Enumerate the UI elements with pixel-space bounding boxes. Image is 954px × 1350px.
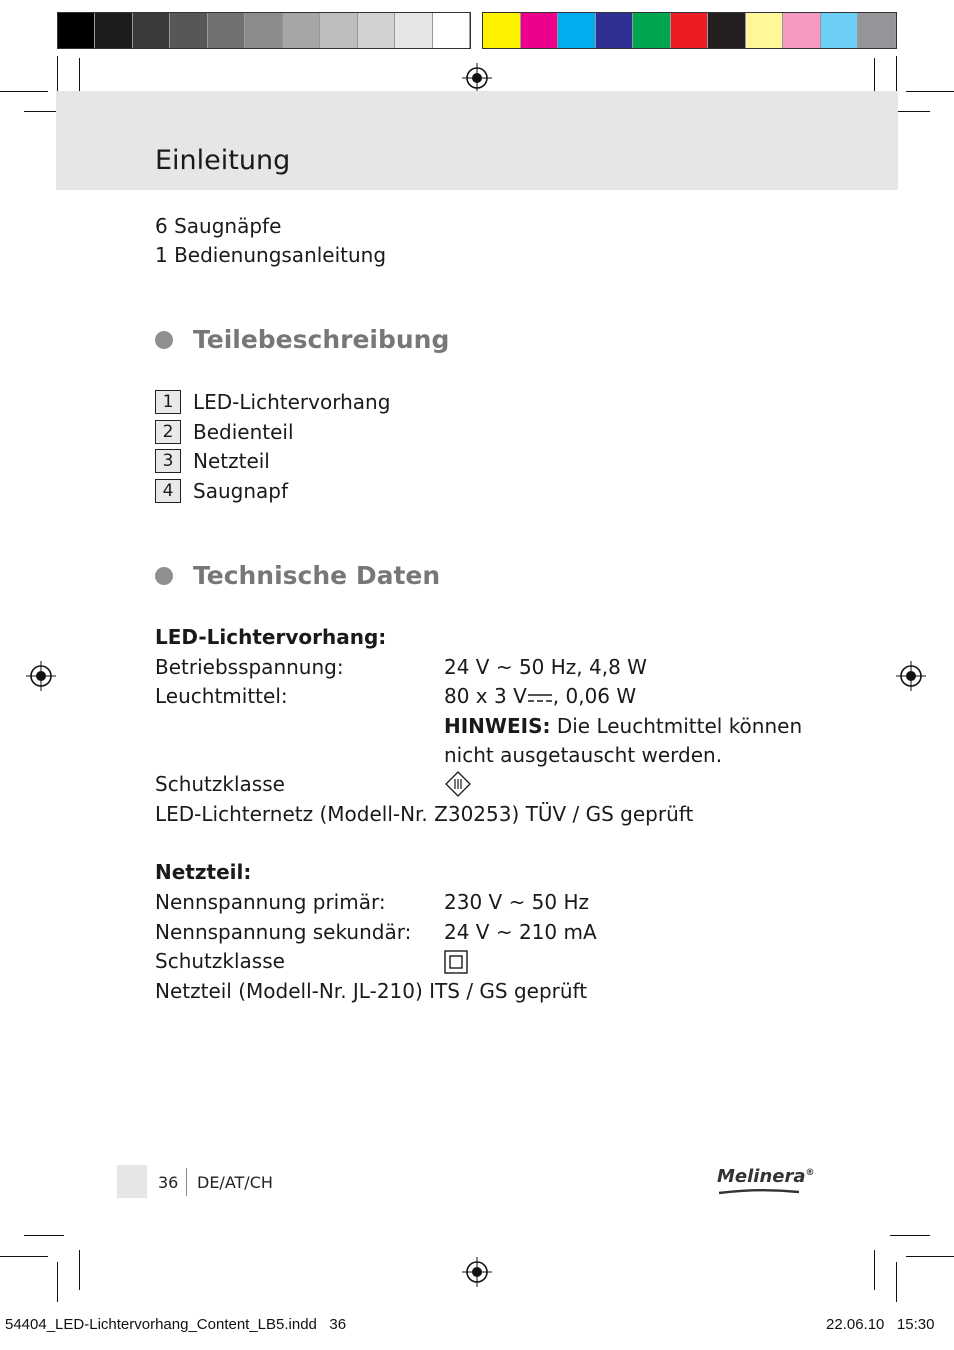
color-swatch [521, 13, 559, 48]
spec-value-part: 80 x 3 V [444, 684, 527, 708]
crop-mark [906, 91, 954, 92]
note-text: Die Leuchtmittel können [556, 714, 803, 738]
footer-marker [117, 1165, 147, 1198]
registration-mark-icon [462, 63, 492, 93]
crop-mark [896, 56, 897, 96]
scope-item: 6 Saugnäpfe [155, 214, 282, 238]
footer-divider [186, 1168, 187, 1196]
crop-mark [890, 1235, 930, 1236]
color-swatch [558, 13, 596, 48]
color-swatch [283, 13, 320, 48]
section-heading-text: Technische Daten [193, 561, 441, 590]
crop-mark [79, 1250, 80, 1290]
spec-value-part: , 0,06 W [552, 684, 637, 708]
bullet-icon [155, 567, 173, 585]
color-swatch [596, 13, 634, 48]
color-swatch [783, 13, 821, 48]
part-number-box: 4 [155, 479, 181, 503]
color-swatch [858, 13, 896, 48]
note-label: HINWEIS: [444, 714, 551, 738]
registered-mark: ® [805, 1168, 815, 1178]
spec-label: Nennspannung sekundär: [155, 920, 412, 944]
spec-label: Leuchtmittel: [155, 684, 288, 708]
crop-mark [24, 1235, 64, 1236]
color-swatch [133, 13, 170, 48]
color-swatch [170, 13, 207, 48]
crop-mark [0, 91, 48, 92]
part-label: Netzteil [193, 449, 270, 473]
color-swatch [821, 13, 859, 48]
section-heading-text: Teilebeschreibung [193, 325, 450, 354]
bullet-icon [155, 331, 173, 349]
process-color-bar [482, 12, 897, 49]
registration-mark-icon [26, 661, 56, 691]
color-swatch [746, 13, 784, 48]
dc-symbol-icon [527, 691, 553, 705]
crop-mark [57, 1262, 58, 1302]
spec-note [444, 714, 802, 738]
crop-mark [57, 56, 58, 96]
crop-mark [0, 1256, 48, 1257]
spec-label: Schutzklasse [155, 949, 285, 973]
part-label: Saugnapf [193, 479, 288, 503]
crop-mark [874, 1250, 875, 1290]
color-swatch [433, 13, 470, 48]
registration-mark-icon [462, 1257, 492, 1287]
spec-value: 24 V ~ 50 Hz, 4,8 W [444, 655, 647, 679]
page-title: Einleitung [155, 145, 291, 176]
datetime-slug: 22.06.10 15:30 [826, 1316, 935, 1333]
spec-group-heading: LED-Lichtervorhang: [155, 625, 387, 649]
color-swatch [58, 13, 95, 48]
color-swatch [245, 13, 282, 48]
part-number-box: 3 [155, 449, 181, 473]
spec-group-heading: Netzteil: [155, 860, 252, 884]
brand-logo [717, 1166, 815, 1187]
certification-text: LED-Lichternetz (Modell-Nr. Z30253) TÜV / GS geprüft [155, 802, 694, 826]
spec-value: 24 V ~ 210 mA [444, 920, 597, 944]
file-slug: 54404_LED-Lichtervorhang_Content_LB5.indd 36 [5, 1316, 347, 1333]
brand-name: Melinera [717, 1166, 806, 1187]
section-heading-parts [155, 325, 449, 354]
page-number: 36 [158, 1173, 179, 1192]
logo-swoosh-icon [717, 1188, 801, 1196]
part-number-box: 2 [155, 420, 181, 444]
grayscale-color-bar [57, 12, 471, 49]
color-swatch [358, 13, 395, 48]
crop-mark [906, 1256, 954, 1257]
spec-label: Betriebsspannung: [155, 655, 344, 679]
spec-value-lamps [444, 684, 636, 708]
note-text: nicht ausgetauscht werden. [444, 743, 723, 767]
color-swatch [395, 13, 432, 48]
registration-mark-icon [896, 661, 926, 691]
color-swatch [95, 13, 132, 48]
spec-label: Schutzklasse [155, 772, 285, 796]
certification-text: Netzteil (Modell-Nr. JL-210) ITS / GS geprüft [155, 979, 588, 1003]
scope-item: 1 Bedienungsanleitung [155, 243, 387, 267]
part-label: LED-Lichtervorhang [193, 390, 391, 414]
color-swatch [671, 13, 709, 48]
part-number-box: 1 [155, 390, 181, 414]
color-swatch [320, 13, 357, 48]
color-swatch [708, 13, 746, 48]
spec-value: 230 V ~ 50 Hz [444, 890, 590, 914]
protection-class-iii-icon [444, 770, 472, 798]
color-swatch [633, 13, 671, 48]
locale-label: DE/AT/CH [197, 1173, 273, 1192]
part-label: Bedienteil [193, 420, 294, 444]
crop-mark [896, 1262, 897, 1302]
color-swatch [483, 13, 521, 48]
spec-label: Nennspannung primär: [155, 890, 386, 914]
color-swatch [208, 13, 245, 48]
section-heading-tech [155, 561, 440, 590]
protection-class-ii-icon [444, 950, 468, 974]
